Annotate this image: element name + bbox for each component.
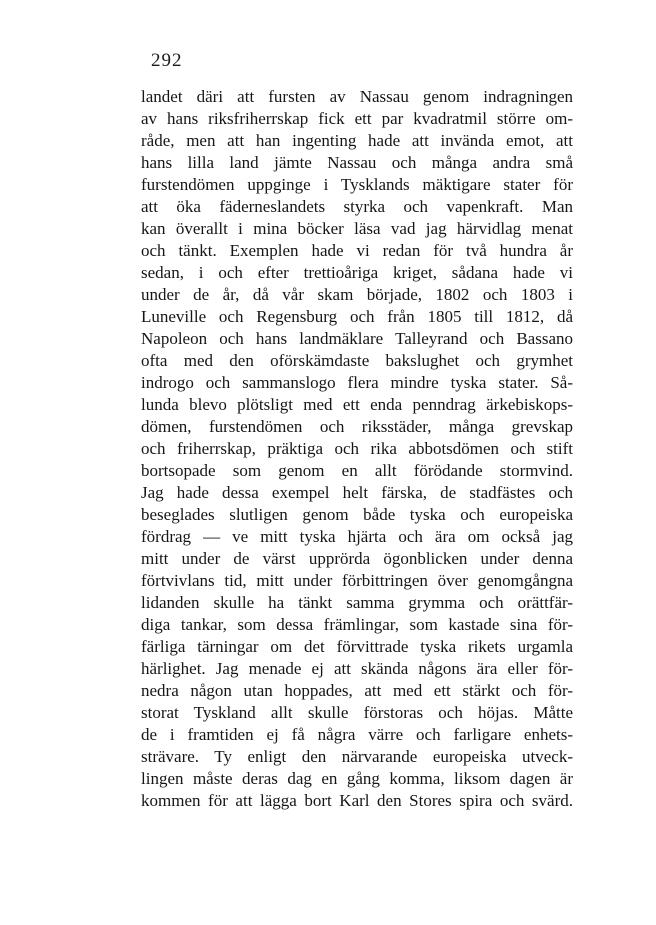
text-line: under de år, då vår skam började, 1802 och 1803 i	[141, 285, 573, 304]
text-line: kommen för att lägga bort Karl den Stores spira och svärd.	[141, 791, 573, 810]
text-line: av hans riksfriherrskap fick ett par kvadratmil större om-	[141, 109, 573, 128]
text-line: furstendömen uppginge i Tysklands mäktigare stater för	[141, 175, 573, 194]
text-line: storat Tyskland allt skulle förstoras och höjas. Måtte	[141, 703, 573, 722]
text-line: färliga tärningar om det förvittrade tyska rikets urgamla	[141, 637, 573, 656]
text-line: fördrag — ve mitt tyska hjärta och ära om också jag	[141, 527, 573, 546]
body-text	[141, 86, 573, 812]
text-line: härlighet. Jag menade ej att skända någons ära eller för-	[141, 659, 573, 678]
text-line: Jag hade dessa exempel helt färska, de stadfästes och	[141, 483, 573, 502]
text-line: strävare. Ty enligt den närvarande europeiska utveck-	[141, 747, 573, 766]
text-line: lidanden skulle ha tänkt samma grymma och orättfär-	[141, 593, 573, 612]
text-line: indrogo och sammanslogo flera mindre tyska stater. Så-	[141, 373, 573, 392]
text-line: landet däri att fursten av Nassau genom indragningen	[141, 87, 573, 106]
text-line: att öka fäderneslandets styrka och vapenkraft. Man	[141, 197, 573, 216]
text-line: Luneville och Regensburg och från 1805 till 1812, då	[141, 307, 573, 326]
text-line: nedra någon utan hoppades, att med ett stärkt och för-	[141, 681, 573, 700]
text-line: kan överallt i mina böcker läsa vad jag härvidlag menat	[141, 219, 573, 238]
text-line: bortsopade som genom en allt förödande stormvind.	[141, 461, 573, 480]
text-line: förtvivlans tid, mitt under förbittringen över genomgångna	[141, 571, 573, 590]
text-line: mitt under de värst upprörda ögonblicken under denna	[141, 549, 573, 568]
text-line: de i framtiden ej få några värre och farligare enhets-	[141, 725, 573, 744]
page-number: 292	[151, 50, 183, 71]
text-line: diga tankar, som dessa främlingar, som kastade sina för-	[141, 615, 573, 634]
text-line: råde, men att han ingenting hade att invända emot, att	[141, 131, 573, 150]
text-line: ofta med den oförskämdaste bakslughet och grymhet	[141, 351, 573, 370]
text-line: och tänkt. Exemplen hade vi redan för två hundra år	[141, 241, 573, 260]
text-line: beseglades slutligen genom både tyska och europeiska	[141, 505, 573, 524]
text-line: dömen, furstendömen och riksstäder, många grevskap	[141, 417, 573, 436]
text-line: hans lilla land jämte Nassau och många andra små	[141, 153, 573, 172]
text-line: lingen måste deras dag en gång komma, liksom dagen är	[141, 769, 573, 788]
text-line: och friherrskap, präktiga och rika abbotsdömen och stift	[141, 439, 573, 458]
text-line: Napoleon och hans landmäklare Talleyrand och Bassano	[141, 329, 573, 348]
text-line: sedan, i och efter trettioåriga kriget, sådana hade vi	[141, 263, 573, 282]
text-line: lunda blevo plötsligt med ett enda penndrag ärkebiskops-	[141, 395, 573, 414]
